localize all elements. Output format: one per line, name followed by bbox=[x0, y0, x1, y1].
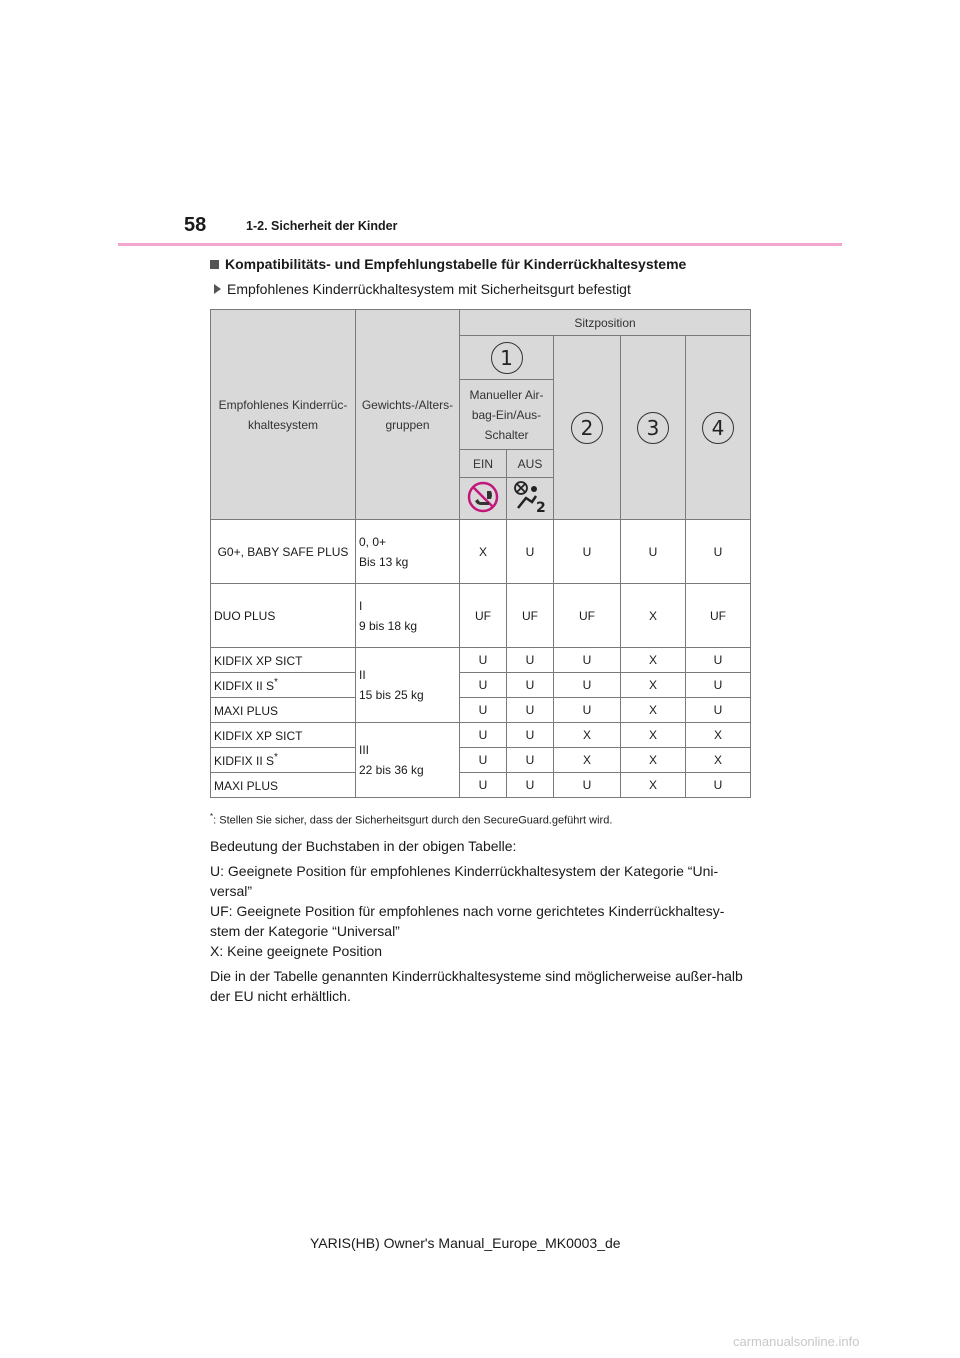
value-cell: U bbox=[460, 773, 507, 798]
weight-group-cell bbox=[356, 648, 460, 723]
value-cell: U bbox=[460, 723, 507, 748]
group-weight: Bis 13 kg bbox=[359, 554, 409, 569]
position-1-badge: 1 bbox=[491, 342, 523, 374]
header-position-3 bbox=[621, 336, 686, 520]
group-label: III bbox=[359, 743, 370, 757]
value-cell: UF bbox=[507, 584, 554, 648]
footnote-mark: * bbox=[274, 752, 278, 763]
value-cell: UF bbox=[554, 584, 621, 648]
square-bullet-icon bbox=[210, 260, 219, 269]
footnote-mark: * bbox=[210, 812, 214, 821]
system-name: MAXI PLUS bbox=[214, 704, 279, 718]
group-weight: 22 bis 36 kg bbox=[359, 763, 424, 777]
system-cell: DUO PLUS bbox=[211, 584, 356, 648]
page-number: 58 bbox=[184, 214, 207, 236]
value-cell: X bbox=[621, 648, 686, 673]
position-3-badge: 3 bbox=[637, 412, 669, 444]
footnote-text: : Stellen Sie sicher, dass der Sicherheitsgurt durch den SecureGuard.geführt wird. bbox=[213, 814, 613, 827]
group-label: 0, 0+ bbox=[359, 534, 387, 549]
system-name: MAXI PLUS bbox=[214, 779, 279, 793]
value-cell: X bbox=[621, 673, 686, 698]
weight-group-cell bbox=[356, 520, 460, 584]
system-cell bbox=[211, 773, 356, 798]
value-cell: X bbox=[621, 584, 686, 648]
value-cell: U bbox=[507, 520, 554, 584]
header-position-4 bbox=[686, 336, 751, 520]
value-cell: U bbox=[460, 748, 507, 773]
value-cell: X bbox=[554, 723, 621, 748]
value-cell: U bbox=[460, 673, 507, 698]
value-cell: X bbox=[621, 748, 686, 773]
group-weight: 9 bis 18 kg bbox=[359, 618, 418, 633]
footnote-mark: * bbox=[274, 677, 278, 688]
legend-x: X: Keine geeignete Position bbox=[210, 943, 383, 959]
group-label: I bbox=[359, 598, 363, 613]
value-cell: U bbox=[507, 673, 554, 698]
header-airbag-off-icon-cell bbox=[507, 478, 554, 520]
section-label: 1-2. Sicherheit der Kinder bbox=[246, 219, 398, 233]
value-cell: UF bbox=[686, 584, 751, 648]
section-heading-text: Kompatibilitäts- und Empfehlungstabelle für Kinderrückhaltesysteme bbox=[225, 256, 687, 272]
system-cell: G0+, BABY SAFE PLUS bbox=[211, 520, 356, 584]
value-cell: U bbox=[686, 698, 751, 723]
legend-uf: UF: Geeignete Position für empfohlenes nach vorne gerichtetes Kinderrückhaltesy-stem der Kategorie “Universal” bbox=[210, 903, 725, 939]
airbag-off-icon bbox=[512, 480, 548, 514]
header-rule bbox=[118, 243, 842, 246]
position-4-badge: 4 bbox=[702, 412, 734, 444]
system-cell bbox=[211, 723, 356, 748]
value-cell: U bbox=[554, 773, 621, 798]
value-cell: U bbox=[554, 648, 621, 673]
value-cell: X bbox=[460, 520, 507, 584]
value-cell: X bbox=[621, 698, 686, 723]
legend-intro: Bedeutung der Buchstaben in der obigen Tabelle: bbox=[210, 838, 517, 854]
header-airbag-on-icon-cell bbox=[460, 478, 507, 520]
value-cell: X bbox=[686, 748, 751, 773]
header-position-2 bbox=[554, 336, 621, 520]
header-weight-group: Gewichts-/Alters-gruppen bbox=[356, 310, 460, 520]
value-cell: U bbox=[621, 520, 686, 584]
value-cell: U bbox=[507, 773, 554, 798]
header-switch-on: EIN bbox=[460, 450, 507, 478]
system-cell bbox=[211, 698, 356, 723]
group-label: II bbox=[359, 668, 366, 682]
value-cell: U bbox=[686, 673, 751, 698]
value-cell: U bbox=[554, 673, 621, 698]
section-heading bbox=[210, 256, 686, 272]
value-cell: U bbox=[507, 723, 554, 748]
table-footnote bbox=[210, 812, 612, 827]
system-cell bbox=[211, 748, 356, 773]
header-airbag-switch: Manueller Air-bag-Ein/Aus-Schalter bbox=[460, 380, 554, 450]
system-name: KIDFIX XP SICT bbox=[214, 654, 303, 668]
group-weight: 15 bis 25 kg bbox=[359, 688, 424, 702]
value-cell: U bbox=[507, 748, 554, 773]
system-name: KIDFIX XP SICT bbox=[214, 729, 303, 743]
value-cell: U bbox=[554, 698, 621, 723]
header-position-1 bbox=[460, 336, 554, 380]
value-cell: X bbox=[621, 723, 686, 748]
weight-group-cell bbox=[356, 584, 460, 648]
watermark: carmanualsonline.info bbox=[733, 1334, 860, 1349]
triangle-bullet-icon bbox=[214, 284, 221, 294]
system-name: KIDFIX II S bbox=[214, 754, 275, 768]
value-cell: U bbox=[554, 520, 621, 584]
manual-footer: YARIS(HB) Owner's Manual_Europe_MK0003_de bbox=[310, 1235, 621, 1251]
legend-u: U: Geeignete Position für empfohlenes Kinderrückhaltesystem der Kategorie “Uni-versal” bbox=[210, 863, 719, 899]
value-cell: U bbox=[460, 698, 507, 723]
weight-group-cell bbox=[356, 723, 460, 798]
header-system: Empfohlenes Kinderrüc-khaltesystem bbox=[211, 310, 356, 520]
value-cell: U bbox=[507, 698, 554, 723]
svg-text:2: 2 bbox=[536, 500, 546, 514]
subheading-text: Empfohlenes Kinderrückhaltesystem mit Sicherheitsgurt befestigt bbox=[227, 281, 631, 297]
header-switch-off: AUS bbox=[507, 450, 554, 478]
system-cell bbox=[211, 648, 356, 673]
system-name: KIDFIX II S bbox=[214, 679, 275, 693]
value-cell: U bbox=[460, 648, 507, 673]
value-cell: U bbox=[686, 520, 751, 584]
value-cell: U bbox=[507, 648, 554, 673]
availability-note: Die in der Tabelle genannten Kinderrückhaltesysteme sind möglicherweise außer-halb der EU nicht erhältlich. bbox=[210, 968, 743, 1004]
value-cell: X bbox=[686, 723, 751, 748]
position-2-badge: 2 bbox=[571, 412, 603, 444]
value-cell: U bbox=[686, 773, 751, 798]
compatibility-table bbox=[210, 309, 751, 798]
value-cell: X bbox=[621, 773, 686, 798]
system-cell bbox=[211, 673, 356, 698]
airbag-on-child-seat-icon bbox=[465, 481, 501, 513]
value-cell: U bbox=[686, 648, 751, 673]
value-cell: UF bbox=[460, 584, 507, 648]
header-seat-position: Sitzposition bbox=[460, 310, 751, 336]
value-cell: X bbox=[554, 748, 621, 773]
subheading bbox=[214, 281, 631, 297]
